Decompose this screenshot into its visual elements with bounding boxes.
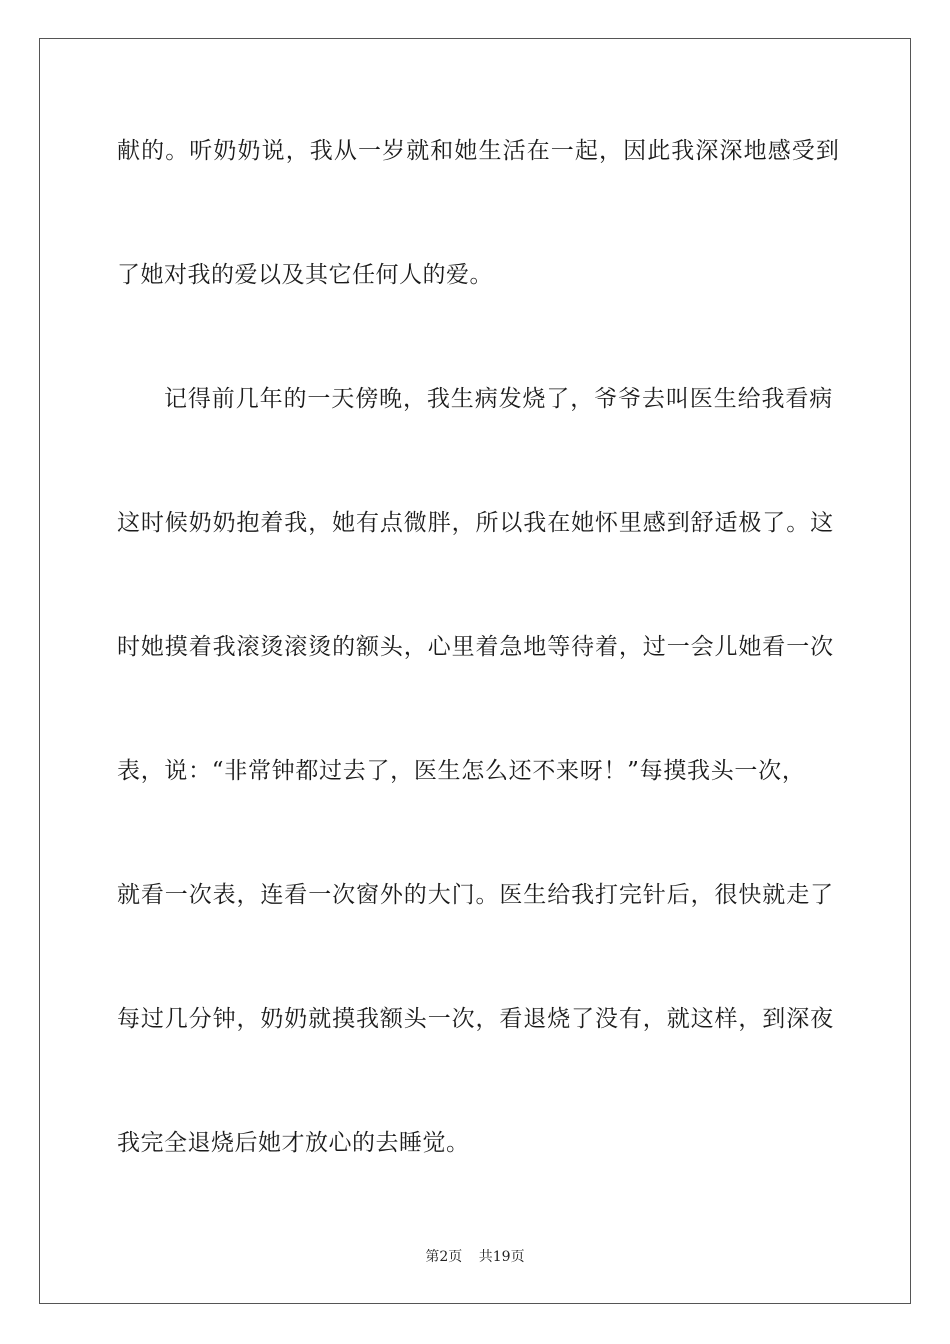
text-line: 我完全退烧后她才放心的去睡觉。 (117, 1130, 470, 1156)
text-line: 表，说：“非常钟都过去了，医生怎么还不来呀！”每摸我头一次， (117, 758, 806, 784)
text-line: 时她摸着我滚烫滚烫的额头，心里着急地等待着，过一会儿她看一次 (117, 634, 834, 660)
page-number: 第2页 (425, 1249, 463, 1265)
text-line: 就看一次表，连看一次窗外的大门。医生给我打完针后，很快就走了 (117, 882, 834, 908)
paragraph-start-line: 记得前几年的一天傍晚，我生病发烧了，爷爷去叫医生给我看病 (164, 386, 834, 412)
text-line: 了她对我的爱以及其它任何人的爱。 (117, 262, 493, 288)
page-total: 共19页 (478, 1249, 525, 1265)
text-line: 这时候奶奶抱着我，她有点微胖，所以我在她怀里感到舒适极了。这 (117, 510, 834, 536)
text-line: 每过几分钟，奶奶就摸我额头一次，看退烧了没有，就这样，到深夜 (117, 1006, 834, 1032)
page-footer (0, 1248, 950, 1266)
text-line: 献的。听奶奶说，我从一岁就和她生活在一起，因此我深深地感受到 (117, 138, 840, 164)
page-border (39, 38, 911, 1304)
